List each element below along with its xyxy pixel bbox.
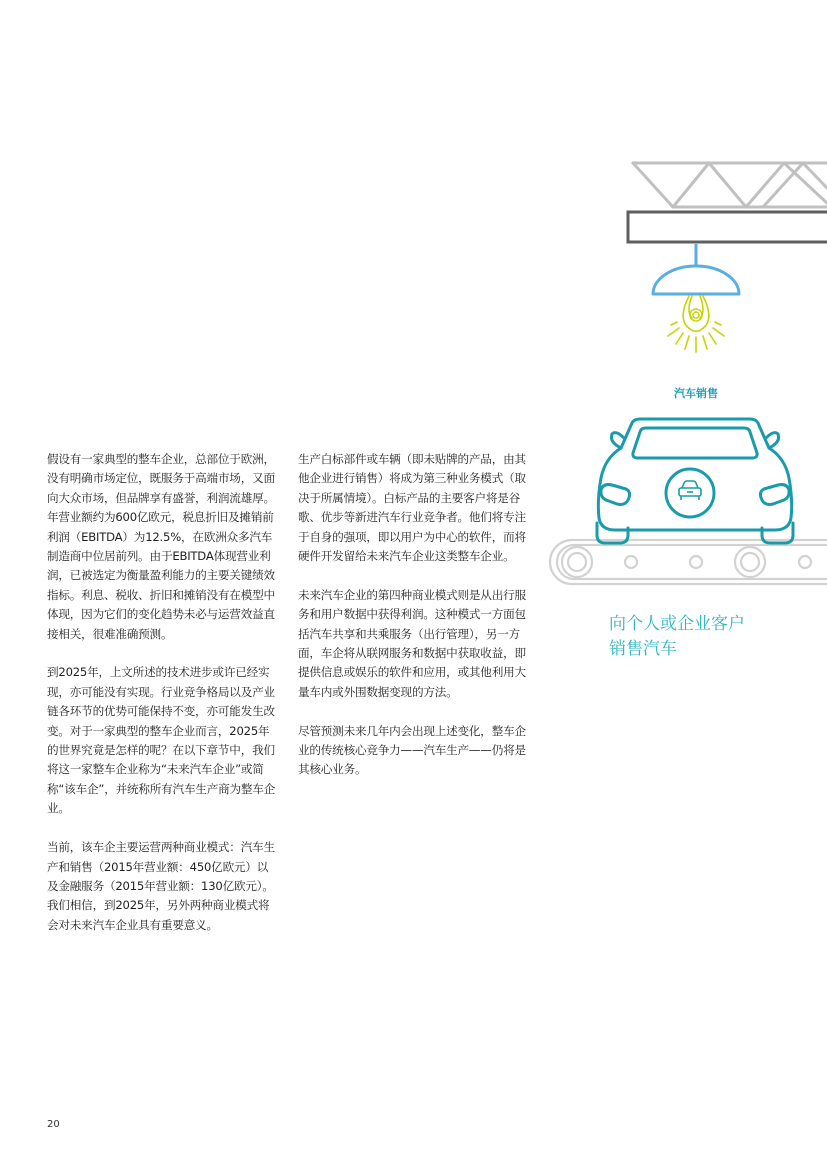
conveyor-belt-icon — [550, 540, 827, 584]
caption-line: 向个人或企业客户 — [609, 614, 745, 634]
car-badge-icon — [679, 481, 701, 500]
paragraph: 尽管预测未来几年内会出现上述变化，整车企业的传统核心竞争力——汽车生产——仍将是其核心业务。 — [298, 723, 526, 777]
paragraph: 假设有一家典型的整车企业，总部位于欧洲，没有明确市场定位，既服务于高端市场，又面向大众市场，但品牌享有盛誉，利润流雄厚。年营业额约为600亿欧元，税息折旧及摊销前利润（EBITDA）为12.5%，在欧洲众多汽车制造商中位居前列。由于EBITDA体现营业利润，已被选定为衡量盈利能力的主要关键绩效指标。利息、税收、折旧和摊销没有在模型中体现，因为它们的变化趋势未必与运营效益直接相关，很难准确预测。 — [47, 452, 275, 641]
page-number: 20 — [47, 1119, 60, 1130]
truss-icon — [633, 163, 827, 207]
paragraph: 生产白标部件或车辆（即未贴牌的产品，由其他企业进行销售）将成为第三种业务模式（取决于所属情境）。白标产品的主要客户将是谷歌、优步等新进汽车行业竞争者。他们将专注于自身的强项，即以用户为中心的软件，而将硬件开发留给未来汽车企业这类整车企业。 — [298, 452, 526, 564]
paragraph: 到2025年，上文所述的技术进步或许已经实现，亦可能没有实现。行业竞争格局以及产业链各环节的优势可能保持不变，亦可能发生改变。对于一家典型的整车企业而言，2025年的世界究竟是怎样的呢？在以下章节中，我们将这一家整车企业称为“未来汽车企业”或简称“该车企”，并统称所有汽车生产商为整车企业。 — [47, 665, 276, 816]
paragraph: 未来汽车企业的第四种商业模式则是从出行服务和用户数据中获得利润。这种模式一方面包括汽车共享和共乘服务（出行管理），另一方面，车企将从联网服务和数据中获取收益，即提供信息或娱乐的软件和应用，或其他利用大量车内或外围数据变现的方法。 — [298, 587, 526, 699]
paragraph: 当前，该车企主要运营两种商业模式：汽车生产和销售（2015年营业额：450亿欧元）以及金融服务（2015年营业额：130亿欧元）。我们相信，到2025年，另外两种商业模式将会对未来汽车企业具有重要意义。 — [47, 840, 275, 932]
middle-text-column — [298, 450, 530, 799]
caption-line: 销售汽车 — [609, 639, 677, 659]
illustration-caption — [609, 612, 809, 662]
car-front-icon — [597, 419, 793, 543]
lamp-icon — [653, 244, 739, 294]
left-text-column — [47, 450, 279, 955]
beam-icon — [628, 212, 827, 242]
illustration-label: 汽车销售 — [674, 387, 718, 400]
bulb-icon — [668, 296, 724, 352]
